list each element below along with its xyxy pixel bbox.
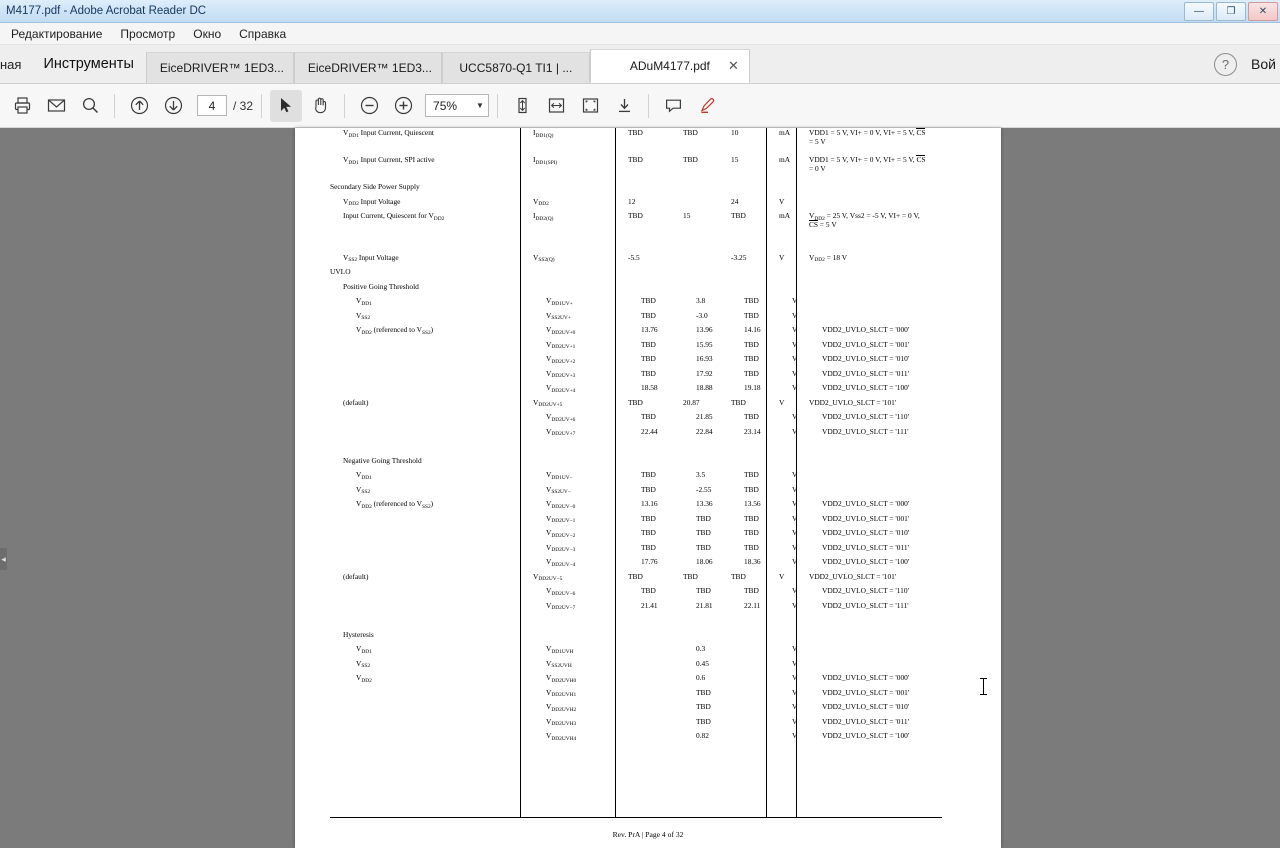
row-description: $V_{DD1}$ Input Current, Quiescent bbox=[343, 128, 434, 139]
row-min: TBD bbox=[641, 513, 656, 523]
row-min: 13.16 bbox=[641, 499, 658, 508]
row-typ: -2.55 bbox=[696, 484, 712, 494]
document-tab[interactable] bbox=[442, 52, 590, 83]
row-symbol: $V_{DD2UV-3}$ bbox=[546, 542, 576, 554]
viewer-left-margin bbox=[0, 128, 295, 848]
table-row bbox=[330, 354, 970, 369]
row-symbol: $I_{DD1(Q)}$ bbox=[533, 128, 554, 139]
row-min: 13.76 bbox=[641, 325, 658, 334]
row-min: TBD bbox=[641, 339, 656, 349]
row-symbol: $V_{DD2UV+4}$ bbox=[546, 383, 576, 394]
row-conditions: VDD2_UVLO_SLCT = '101' bbox=[809, 571, 897, 581]
row-min: TBD bbox=[628, 397, 643, 407]
toolbar-separator bbox=[648, 94, 649, 118]
row-symbol: $V_{DD2UV+6}$ bbox=[546, 412, 576, 423]
table-body bbox=[330, 128, 970, 746]
row-max: TBD bbox=[744, 528, 759, 537]
row-typ: 0.45 bbox=[696, 658, 709, 668]
table-row bbox=[330, 673, 970, 688]
row-conditions: VDD1 = 5 V, VI+ = 0 V, VI+ = 5 V, CS = 0 V bbox=[809, 155, 926, 173]
row-typ: TBD bbox=[683, 571, 698, 581]
row-symbol: $V_{DD2UVH1}$ bbox=[546, 687, 577, 699]
toolbar-separator bbox=[497, 94, 498, 118]
page-number-input[interactable]: 4 bbox=[197, 95, 227, 116]
row-unit: V bbox=[779, 196, 785, 206]
row-description: $V_{SS2}$ bbox=[356, 310, 371, 322]
text-cursor bbox=[983, 678, 984, 695]
row-min: TBD bbox=[628, 128, 643, 137]
comment-icon[interactable] bbox=[657, 90, 689, 122]
page-total-label: / 32 bbox=[233, 98, 254, 113]
row-conditions: VDD2_UVLO_SLCT = '010' bbox=[822, 702, 910, 711]
row-description: Positive Going Threshold bbox=[343, 281, 419, 291]
sign-in-label[interactable]: Вой bbox=[1251, 56, 1276, 72]
row-max: TBD bbox=[744, 586, 759, 595]
hand-icon[interactable] bbox=[304, 90, 336, 122]
table-rule bbox=[330, 817, 942, 818]
row-symbol: $I_{DD2(Q)}$ bbox=[533, 211, 554, 222]
zoom-out-icon[interactable] bbox=[353, 90, 385, 122]
table-row bbox=[330, 398, 970, 413]
table-row bbox=[330, 383, 970, 398]
row-typ: 16.93 bbox=[696, 354, 713, 363]
table-row bbox=[330, 182, 970, 197]
row-conditions: VDD2_UVLO_SLCT = '011' bbox=[822, 542, 909, 552]
row-description: $V_{SS2}$ Input Voltage bbox=[343, 252, 399, 264]
window-controls bbox=[1184, 2, 1278, 21]
highlight-icon[interactable] bbox=[691, 90, 723, 122]
row-conditions: VDD2_UVLO_SLCT = '101' bbox=[809, 397, 897, 407]
cursor-icon[interactable] bbox=[270, 90, 302, 122]
row-unit: mA bbox=[779, 211, 791, 220]
row-unit: V bbox=[792, 354, 798, 363]
row-description: $V_{DD1}$ bbox=[356, 470, 372, 481]
row-unit: V bbox=[792, 484, 798, 494]
row-typ: 20.87 bbox=[683, 397, 700, 407]
row-symbol: $V_{DD2UVH4}$ bbox=[546, 731, 577, 742]
row-conditions: $V_{DD2} = 18$ V bbox=[809, 252, 848, 264]
row-min: TBD bbox=[641, 542, 656, 552]
row-min: 18.58 bbox=[641, 383, 658, 392]
sidebar-toggle-icon[interactable]: ◂ bbox=[0, 548, 7, 570]
row-unit: V bbox=[792, 513, 798, 523]
row-min: TBD bbox=[641, 484, 656, 494]
row-unit: V bbox=[792, 673, 798, 682]
table-row bbox=[330, 601, 970, 616]
row-min: TBD bbox=[628, 211, 643, 220]
menu-edit[interactable]: Редактирование bbox=[11, 26, 103, 41]
table-row bbox=[330, 211, 970, 238]
table-row bbox=[330, 514, 970, 529]
row-conditions: VDD2_UVLO_SLCT = '011' bbox=[822, 716, 909, 726]
row-conditions: VDD2_UVLO_SLCT = '000' bbox=[822, 673, 910, 682]
row-typ: TBD bbox=[683, 155, 698, 164]
row-min: 21.41 bbox=[641, 600, 658, 610]
table-row bbox=[330, 702, 970, 717]
row-max: TBD bbox=[731, 571, 746, 581]
table-row bbox=[330, 543, 970, 558]
row-typ: TBD bbox=[696, 542, 711, 552]
row-unit: V bbox=[792, 716, 798, 726]
table-row bbox=[330, 499, 970, 514]
row-typ: TBD bbox=[696, 687, 711, 697]
download-icon[interactable] bbox=[608, 90, 640, 122]
close-button[interactable] bbox=[1248, 2, 1278, 21]
row-min: TBD bbox=[641, 528, 656, 537]
maximize-icon: ❐ bbox=[1226, 5, 1236, 17]
zoom-level-select[interactable] bbox=[425, 94, 489, 117]
row-description: $V_{DD2}$ (referenced to $V_{SS2}$) bbox=[356, 499, 434, 510]
table-row bbox=[330, 630, 970, 645]
row-symbol: $V_{DD2UV-0}$ bbox=[546, 499, 576, 510]
row-conditions: VDD2_UVLO_SLCT = '100' bbox=[822, 383, 910, 392]
row-max: 24 bbox=[731, 196, 739, 206]
row-max: 14.16 bbox=[744, 325, 761, 334]
table-row bbox=[330, 441, 970, 456]
row-unit: V bbox=[792, 644, 798, 653]
row-unit: V bbox=[792, 412, 798, 421]
row-max: TBD bbox=[744, 470, 759, 479]
table-row bbox=[330, 128, 970, 155]
row-min: TBD bbox=[641, 412, 656, 421]
row-unit: V bbox=[779, 252, 785, 262]
table-row bbox=[330, 267, 970, 282]
row-conditions: VDD2_UVLO_SLCT = '100' bbox=[822, 731, 910, 740]
row-typ: 22.84 bbox=[696, 426, 713, 436]
table-row bbox=[330, 572, 970, 587]
document-tabs bbox=[146, 45, 750, 83]
zoom-level-value: 75% bbox=[433, 98, 458, 113]
row-min: TBD bbox=[641, 586, 656, 595]
tab-strip bbox=[0, 45, 1280, 84]
row-unit: V bbox=[792, 687, 798, 697]
table-row bbox=[330, 688, 970, 703]
table-row bbox=[330, 253, 970, 268]
row-conditions: VDD2_UVLO_SLCT = '001' bbox=[822, 513, 910, 523]
row-max: TBD bbox=[744, 296, 759, 305]
menu-bar bbox=[0, 23, 1280, 45]
row-typ: 0.3 bbox=[696, 644, 706, 653]
row-typ: 18.06 bbox=[696, 557, 713, 566]
main-toolbar bbox=[0, 84, 1280, 128]
row-description: $V_{DD1}$ bbox=[356, 296, 372, 307]
row-min: TBD bbox=[641, 470, 656, 479]
row-min: 17.76 bbox=[641, 557, 658, 566]
row-min: TBD bbox=[628, 155, 643, 164]
row-symbol: $V_{DD2UVH2}$ bbox=[546, 702, 577, 713]
tab-tools[interactable]: Инструменты bbox=[43, 56, 134, 72]
row-max: 10 bbox=[731, 128, 739, 137]
row-max: TBD bbox=[744, 354, 759, 363]
table-row bbox=[330, 282, 970, 297]
table-row bbox=[330, 557, 970, 572]
row-description: $V_{DD2}$ bbox=[356, 673, 372, 684]
tabstrip-right bbox=[1214, 45, 1280, 83]
email-icon[interactable] bbox=[40, 90, 72, 122]
row-conditions: VDD1 = 5 V, VI+ = 0 V, VI+ = 5 V, CS = 5 V bbox=[809, 128, 926, 146]
row-typ: TBD bbox=[696, 528, 711, 537]
row-max: TBD bbox=[744, 339, 759, 349]
arrow-up-icon[interactable] bbox=[123, 90, 155, 122]
table-row bbox=[330, 485, 970, 500]
title-bar bbox=[0, 0, 1280, 23]
row-symbol: $V_{SS2UVH}$ bbox=[546, 658, 572, 670]
row-conditions: VDD2_UVLO_SLCT = '111' bbox=[822, 600, 909, 610]
row-max: TBD bbox=[731, 211, 746, 220]
row-symbol: $V_{DD2UV+5}$ bbox=[533, 397, 563, 409]
page-navigation bbox=[197, 95, 253, 116]
maximize-button[interactable] bbox=[1216, 2, 1246, 21]
row-conditions: VDD2_UVLO_SLCT = '001' bbox=[822, 339, 910, 349]
table-row bbox=[330, 238, 970, 253]
row-unit: V bbox=[792, 296, 798, 305]
row-symbol: $V_{SS2UV+}$ bbox=[546, 310, 571, 322]
page-footer: Rev. PrA | Page 4 of 32 bbox=[612, 830, 684, 839]
row-symbol: $I_{DD1(SPI)}$ bbox=[533, 155, 558, 166]
row-unit: V bbox=[792, 426, 798, 436]
page-fit-icon[interactable] bbox=[506, 90, 538, 122]
row-max: -3.25 bbox=[731, 252, 747, 262]
table-row bbox=[330, 615, 970, 630]
close-icon: ✕ bbox=[1258, 5, 1268, 17]
row-unit: V bbox=[792, 325, 798, 334]
help-icon[interactable]: ? bbox=[1214, 53, 1237, 76]
row-max: 15 bbox=[731, 155, 739, 164]
row-description: Input Current, Quiescent for $V_{DD2}$ bbox=[343, 211, 445, 222]
row-unit: V bbox=[792, 658, 798, 668]
row-typ: TBD bbox=[683, 128, 698, 137]
table-row bbox=[330, 717, 970, 732]
row-min: 12 bbox=[628, 196, 636, 206]
row-typ: 21.85 bbox=[696, 412, 713, 421]
row-symbol: $V_{DD2UV-6}$ bbox=[546, 586, 576, 597]
row-typ: 13.36 bbox=[696, 499, 713, 508]
toolbar-separator bbox=[344, 94, 345, 118]
row-max: 19.18 bbox=[744, 383, 761, 392]
tab-home[interactable]: ная bbox=[0, 56, 22, 72]
row-typ: 0.82 bbox=[696, 731, 709, 740]
row-conditions: $V_{DD2} = 25$ V, Vss2 = -5 V, VI+ = 0 V, CS = 5 V bbox=[809, 211, 920, 229]
row-max: TBD bbox=[744, 484, 759, 494]
row-unit: V bbox=[792, 586, 798, 595]
table-row bbox=[330, 659, 970, 674]
row-conditions: VDD2_UVLO_SLCT = '110' bbox=[822, 412, 909, 421]
row-max: TBD bbox=[744, 368, 759, 378]
table-row bbox=[330, 340, 970, 355]
row-unit: V bbox=[792, 310, 798, 320]
minimize-button[interactable] bbox=[1184, 2, 1214, 21]
row-symbol: $V_{DD2UV+1}$ bbox=[546, 339, 576, 351]
table-row bbox=[330, 369, 970, 384]
row-description: $V_{SS2}$ bbox=[356, 484, 371, 496]
table-row bbox=[330, 311, 970, 326]
row-typ: TBD bbox=[696, 513, 711, 523]
row-unit: V bbox=[792, 557, 798, 566]
row-conditions: VDD2_UVLO_SLCT = '110' bbox=[822, 586, 909, 595]
row-unit: mA bbox=[779, 128, 791, 137]
menu-help[interactable]: Справка bbox=[239, 26, 287, 41]
row-symbol: $V_{DD2UV-7}$ bbox=[546, 600, 576, 612]
table-row bbox=[330, 586, 970, 601]
row-conditions: VDD2_UVLO_SLCT = '111' bbox=[822, 426, 909, 436]
row-description: Negative Going Threshold bbox=[343, 455, 422, 465]
chevron-down-icon[interactable]: ▼ bbox=[476, 101, 484, 110]
table-row bbox=[330, 412, 970, 427]
minimize-icon: — bbox=[1194, 5, 1204, 17]
row-typ: TBD bbox=[696, 586, 711, 595]
document-tab[interactable] bbox=[294, 52, 442, 83]
row-symbol: $V_{SS2UV-}$ bbox=[546, 484, 571, 496]
row-description: Hysteresis bbox=[343, 629, 374, 639]
row-symbol: $V_{DD2UV+0}$ bbox=[546, 325, 576, 336]
toolbar-separator bbox=[114, 94, 115, 118]
table-row bbox=[330, 427, 970, 442]
row-symbol: $V_{DD2}$ bbox=[533, 196, 549, 208]
row-max: 22.11 bbox=[744, 600, 761, 610]
spec-table bbox=[330, 128, 970, 746]
row-unit: V bbox=[779, 571, 785, 581]
row-symbol: $V_{DD1UV+}$ bbox=[546, 296, 573, 307]
toolbar-separator bbox=[261, 94, 262, 118]
row-min: 22.44 bbox=[641, 426, 658, 436]
row-conditions: VDD2_UVLO_SLCT = '000' bbox=[822, 499, 910, 508]
row-min: TBD bbox=[641, 310, 656, 320]
window-title: M4177.pdf - Adobe Acrobat Reader DC bbox=[6, 5, 207, 17]
row-conditions: VDD2_UVLO_SLCT = '000' bbox=[822, 325, 910, 334]
table-row bbox=[330, 325, 970, 340]
row-typ: TBD bbox=[696, 716, 711, 726]
home-tools-group bbox=[0, 45, 146, 83]
row-conditions: VDD2_UVLO_SLCT = '010' bbox=[822, 528, 910, 537]
row-description: $V_{DD2}$ Input Voltage bbox=[343, 196, 401, 208]
document-tab-label: UCC5870-Q1 TI1 | ... bbox=[459, 61, 573, 75]
row-unit: V bbox=[792, 600, 798, 610]
document-tab[interactable] bbox=[146, 52, 294, 83]
row-max: 18.36 bbox=[744, 557, 761, 566]
row-unit: V bbox=[792, 702, 798, 711]
row-symbol: $V_{SS2(Q)}$ bbox=[533, 252, 555, 264]
row-typ: 15 bbox=[683, 211, 691, 220]
row-description: $V_{DD1}$ bbox=[356, 644, 372, 655]
row-unit: V bbox=[792, 339, 798, 349]
row-min: TBD bbox=[628, 571, 643, 581]
table-row bbox=[330, 644, 970, 659]
fullscreen-icon[interactable] bbox=[574, 90, 606, 122]
row-typ: 17.92 bbox=[696, 368, 713, 378]
row-conditions: VDD2_UVLO_SLCT = '001' bbox=[822, 687, 910, 697]
row-typ: 18.88 bbox=[696, 383, 713, 392]
row-symbol: $V_{DD2UV-5}$ bbox=[533, 571, 563, 583]
table-row bbox=[330, 155, 970, 182]
row-description: (default) bbox=[343, 397, 369, 407]
table-row bbox=[330, 197, 970, 212]
row-unit: V bbox=[792, 731, 798, 740]
row-typ: 3.8 bbox=[696, 296, 706, 305]
row-unit: V bbox=[792, 470, 798, 479]
viewer-right-margin bbox=[1001, 128, 1280, 848]
document-tab-label: ADuM4177.pdf bbox=[629, 59, 710, 73]
row-symbol: $V_{DD1UVH}$ bbox=[546, 644, 574, 655]
row-unit: mA bbox=[779, 155, 791, 164]
table-row bbox=[330, 296, 970, 311]
row-unit: V bbox=[792, 542, 798, 552]
row-conditions: VDD2_UVLO_SLCT = '010' bbox=[822, 354, 910, 363]
row-typ: 13.96 bbox=[696, 325, 713, 334]
row-symbol: $V_{DD1UV-}$ bbox=[546, 470, 573, 481]
row-typ: 3.5 bbox=[696, 470, 706, 479]
row-symbol: $V_{DD2UV+2}$ bbox=[546, 354, 576, 365]
row-min: TBD bbox=[641, 368, 656, 378]
row-symbol: $V_{DD2UV-2}$ bbox=[546, 528, 576, 539]
row-description: $V_{SS2}$ bbox=[356, 658, 371, 670]
row-unit: V bbox=[792, 528, 798, 537]
row-max: TBD bbox=[744, 513, 759, 523]
row-unit: V bbox=[792, 499, 798, 508]
table-row bbox=[330, 456, 970, 471]
row-symbol: $V_{DD2UV-1}$ bbox=[546, 513, 576, 525]
row-description: $V_{DD2}$ (referenced to $V_{SS2}$) bbox=[356, 325, 434, 336]
search-icon[interactable] bbox=[74, 90, 106, 122]
row-symbol: $V_{DD2UV+3}$ bbox=[546, 368, 576, 380]
row-description: UVLO bbox=[330, 267, 351, 276]
document-tab-active[interactable] bbox=[590, 49, 750, 83]
row-typ: 15.95 bbox=[696, 339, 713, 349]
table-row bbox=[330, 470, 970, 485]
row-min: TBD bbox=[641, 354, 656, 363]
fit-width-icon[interactable] bbox=[540, 90, 572, 122]
row-max: 13.56 bbox=[744, 499, 761, 508]
row-min: -5.5 bbox=[628, 252, 640, 262]
row-max: TBD bbox=[744, 412, 759, 421]
tab-close-icon[interactable]: ✕ bbox=[727, 58, 739, 73]
pdf-page bbox=[295, 128, 1001, 848]
row-typ: 0.6 bbox=[696, 673, 706, 682]
row-symbol: $V_{DD2UVH3}$ bbox=[546, 716, 577, 728]
row-symbol: $V_{DD2UV+7}$ bbox=[546, 426, 576, 438]
row-typ: 21.81 bbox=[696, 600, 713, 610]
row-max: TBD bbox=[744, 542, 759, 552]
menu-view[interactable]: Просмотр bbox=[120, 26, 176, 41]
row-description: Secondary Side Power Supply bbox=[330, 182, 420, 191]
table-row bbox=[330, 528, 970, 543]
print-icon[interactable] bbox=[6, 90, 38, 122]
document-tab-label: EiceDRIVER™ 1ED3... bbox=[307, 61, 432, 75]
document-tab-label: EiceDRIVER™ 1ED3... bbox=[159, 61, 284, 75]
row-typ: -3.0 bbox=[696, 310, 708, 320]
zoom-in-icon[interactable] bbox=[387, 90, 419, 122]
row-symbol: $V_{DD2UV-4}$ bbox=[546, 557, 576, 568]
row-conditions: VDD2_UVLO_SLCT = '011' bbox=[822, 368, 909, 378]
row-unit: V bbox=[792, 383, 798, 392]
row-unit: V bbox=[779, 397, 785, 407]
row-symbol: $V_{DD2UVH0}$ bbox=[546, 673, 577, 684]
row-max: TBD bbox=[731, 397, 746, 407]
row-typ: TBD bbox=[696, 702, 711, 711]
row-max: TBD bbox=[744, 310, 759, 320]
document-viewer[interactable] bbox=[0, 128, 1280, 839]
row-min: TBD bbox=[641, 296, 656, 305]
row-description: $V_{DD1}$ Input Current, SPI active bbox=[343, 155, 435, 166]
row-conditions: VDD2_UVLO_SLCT = '100' bbox=[822, 557, 910, 566]
row-description: (default) bbox=[343, 571, 369, 581]
row-unit: V bbox=[792, 368, 798, 378]
table-row bbox=[330, 731, 970, 746]
menu-window[interactable]: Окно bbox=[193, 26, 222, 41]
arrow-down-icon[interactable] bbox=[157, 90, 189, 122]
row-max: 23.14 bbox=[744, 426, 761, 436]
